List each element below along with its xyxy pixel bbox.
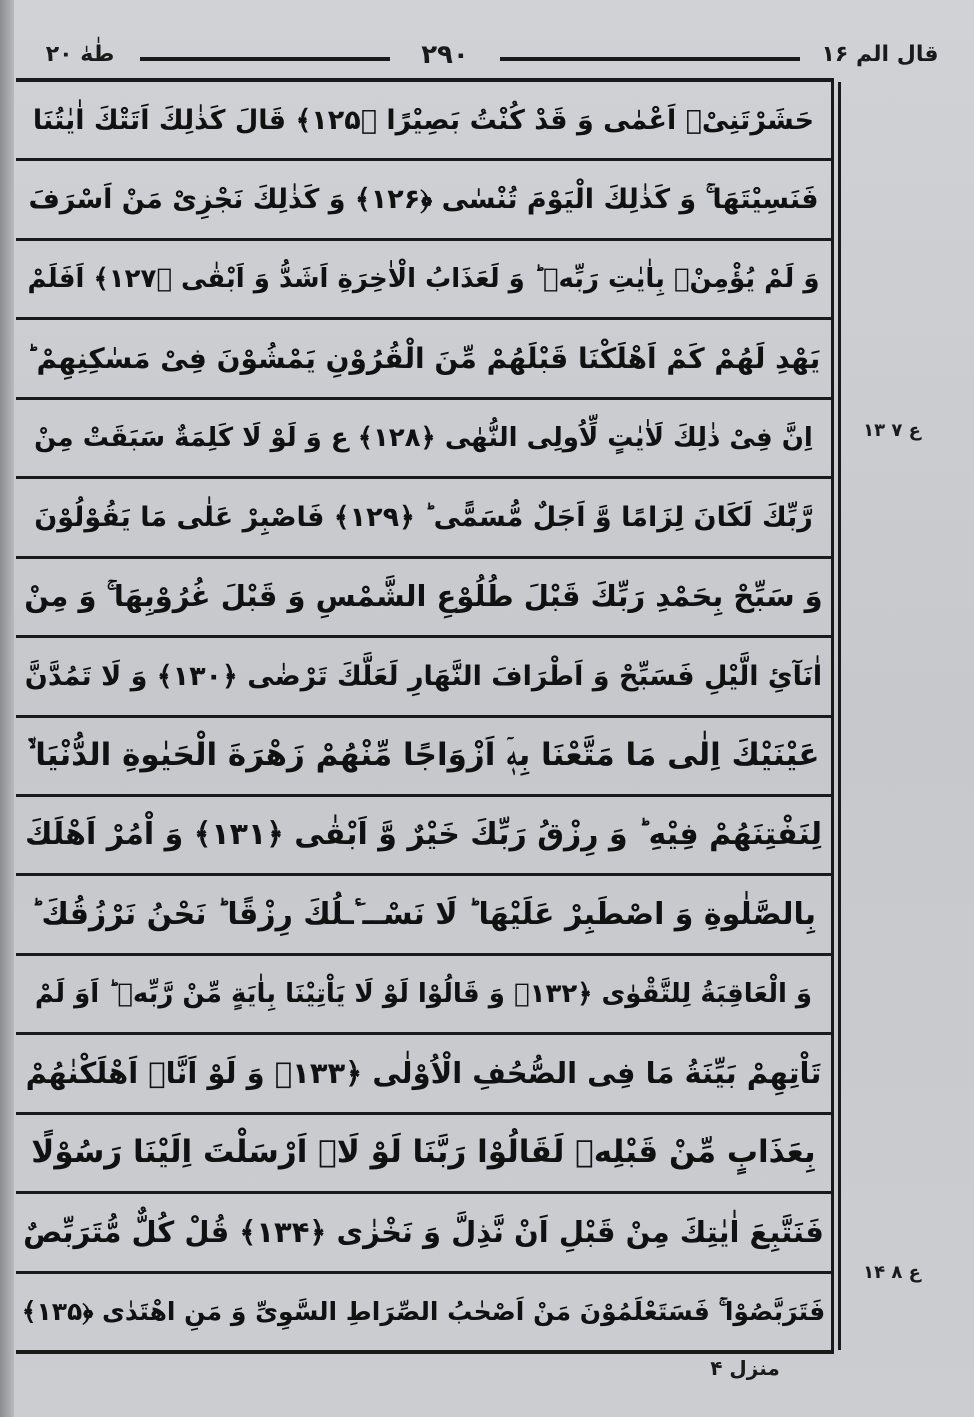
verse-line bbox=[16, 400, 831, 479]
margin-rule bbox=[838, 82, 841, 1350]
surah-name: طٰهٰ ۲۰ bbox=[45, 42, 115, 67]
verse-text: بِعَذَابٍ مِّنْ قَبْلِهٖ لَقَالُوْا رَبَّنَا لَوْ لَاۤ اَرْسَلْتَ اِلَیْنَا رَسُوْلًا bbox=[31, 1134, 816, 1171]
verse-line bbox=[16, 718, 831, 797]
verse-text: یَهْدِ لَهُمْ كَمْ اَهْلَكْنَا قَبْلَهُمْ مِّنَ الْقُرُوْنِ یَمْشُوْنَ فِیْ مَسٰكِنِهِمْ ؕ bbox=[26, 341, 821, 375]
page-header bbox=[30, 40, 954, 74]
text-frame bbox=[16, 78, 834, 1354]
verse-line bbox=[16, 797, 831, 876]
verse-text: فَنَسِیْتَهَا ۚ وَ كَذٰلِكَ الْیَوْمَ تُنْسٰى ﴿۱۲۶﴾ وَ كَذٰلِكَ نَجْزِیْ مَنْ اَسْرَفَ bbox=[28, 184, 819, 216]
manzil-label: منزل ۴ bbox=[710, 1356, 780, 1380]
verse-text: اِنَّ فِیْ ذٰلِكَ لَاٰیٰتٍ لِّاُولِی النُّهٰى ﴿۱۲۸﴾ ع وَ لَوْ لَا كَلِمَةٌ سَبَقَتْ مِنْ bbox=[34, 422, 813, 453]
verse-text: عَیْنَیْكَ اِلٰى مَا مَتَّعْنَا بِهٖۤ اَزْوَاجًا مِّنْهُمْ زَهْرَةَ الْحَیٰوةِ الدُّنْیَا ۙ۬ bbox=[27, 737, 820, 774]
verse-text: رَّبِّكَ لَكَانَ لِزَامًا وَّ اَجَلٌ مُّسَمًّى ؕ ﴿۱۲۹﴾ فَاصْبِرْ عَلٰى مَا یَقُوْلُوْنَ bbox=[34, 501, 813, 533]
verse-text: حَشَرْتَنِیْۤ اَعْمٰى وَ قَدْ كُنْتُ بَصِیْرًا ﴿۱۲۵﴾ قَالَ كَذٰلِكَ اَتَتْكَ اٰیٰتُنَا bbox=[32, 104, 815, 136]
page-footer bbox=[0, 1356, 974, 1396]
verse-line bbox=[16, 320, 831, 399]
ruku-marker: ع ۸ ۱۴ bbox=[863, 1262, 921, 1283]
header-rule-left bbox=[140, 57, 390, 61]
verse-line bbox=[16, 161, 831, 240]
verse-line bbox=[16, 241, 831, 320]
page-number: ۲۹۰ bbox=[421, 40, 469, 70]
verse-line bbox=[16, 1274, 831, 1350]
verse-text: فَنَتَّبِعَ اٰیٰتِكَ مِنْ قَبْلِ اَنْ نَّذِلَّ وَ نَخْزٰى ﴿۱۳۴﴾ قُلْ كُلٌّ مُّتَرَبِّصٌ bbox=[23, 1214, 824, 1249]
verse-text: وَ لَمْ یُؤْمِنْۢ بِاٰیٰتِ رَبِّهٖ ؕ وَ لَعَذَابُ الْاٰخِرَةِ اَشَدُّ وَ اَبْقٰى ﴿۱۲۷﴾ اَفَلَمْ bbox=[27, 264, 820, 295]
verse-text: لِنَفْتِنَهُمْ فِیْهِ ؕ وَ رِزْقُ رَبِّكَ خَیْرٌ وَّ اَبْقٰى ﴿۱۳۱﴾ وَ اْمُرْ اَهْلَكَ bbox=[24, 817, 822, 853]
verse-text: وَ الْعَاقِبَةُ لِلتَّقْوٰى ﴿۱۳۲﴾ وَ قَالُوْا لَوْ لَا یَاْتِیْنَا بِاٰیَةٍ مِّنْ رَّبِّهٖ ؕ اَوَ لَمْ bbox=[34, 979, 813, 1010]
verse-text: بِالصَّلٰوةِ وَ اصْطَبِرْ عَلَیْهَا ؕ لَا نَسْــٴَـلُكَ رِزْقًا ؕ نَحْنُ نَرْزُقُكَ ؕ bbox=[30, 896, 817, 932]
verse-line bbox=[16, 876, 831, 955]
verse-line bbox=[16, 638, 831, 717]
verse-line bbox=[16, 1194, 831, 1273]
verse-line bbox=[16, 559, 831, 638]
verse-line bbox=[16, 479, 831, 558]
verse-line bbox=[16, 82, 831, 161]
verse-text: تَاْتِهِمْ بَیِّنَةُ مَا فِی الصُّحُفِ الْاُوْلٰى ﴿۱۳۳﴾ وَ لَوْ اَنَّاۤ اَهْلَكْنٰهُمْ bbox=[25, 1055, 822, 1090]
verse-lines bbox=[16, 82, 831, 1350]
ruku-marker: ع ۷ ۱۳ bbox=[863, 420, 921, 441]
page-edge bbox=[0, 0, 14, 1417]
verse-text: فَتَرَبَّصُوْا ۚ فَسَتَعْلَمُوْنَ مَنْ اَصْحٰبُ الصِّرَاطِ السَّوِیِّ وَ مَنِ اهْتَدٰى ﴿۱۳۵﴾ bbox=[21, 1297, 826, 1327]
para-name: قال الم ۱۶ bbox=[821, 42, 939, 67]
verse-line bbox=[16, 1035, 831, 1114]
verse-text: وَ سَبِّحْ بِحَمْدِ رَبِّكَ قَبْلَ طُلُوْعِ الشَّمْسِ وَ قَبْلَ غُرُوْبِهَا ۚ وَ مِنْ bbox=[24, 579, 823, 614]
verse-text: اٰنَآئِ الَّیْلِ فَسَبِّحْ وَ اَطْرَافَ النَّهَارِ لَعَلَّكَ تَرْضٰى ﴿۱۳۰﴾ وَ لَا تَمُدَّنَّ bbox=[24, 660, 823, 692]
header-rule-right bbox=[500, 57, 800, 61]
verse-line bbox=[16, 1115, 831, 1194]
verse-line bbox=[16, 956, 831, 1035]
